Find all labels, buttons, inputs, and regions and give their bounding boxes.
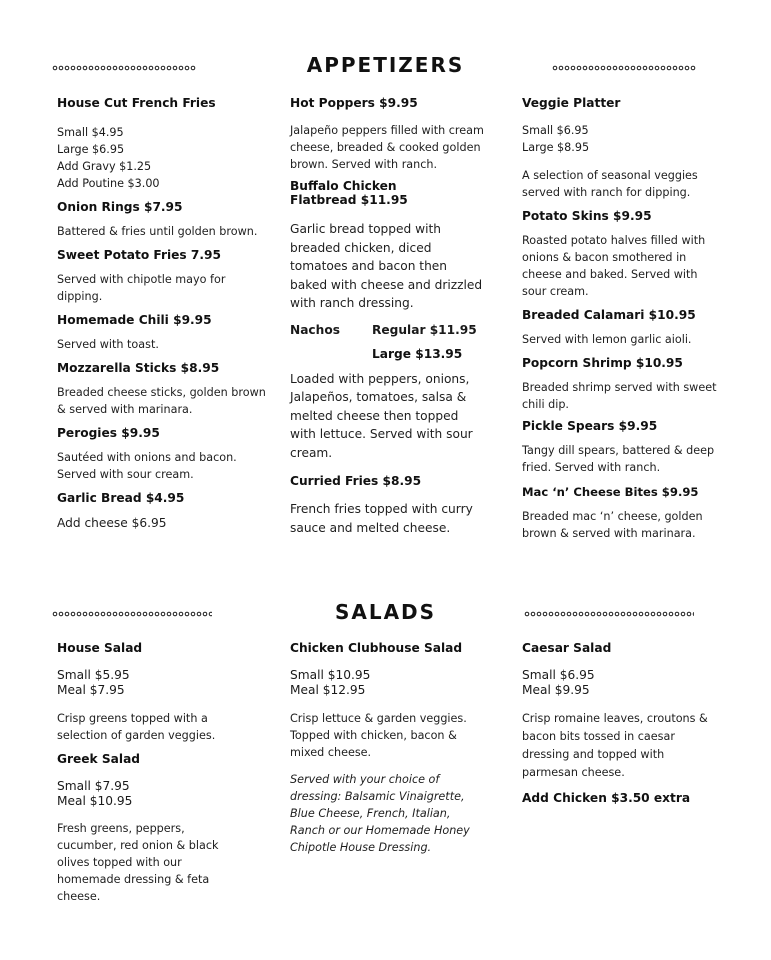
menu-item-description: Fresh greens, peppers, cucumber, red onion & black olives topped with our homemade dressing & feta cheese. — [57, 822, 219, 903]
menu-item-description: Sautéed with onions and bacon. Served with sour cream. — [57, 451, 237, 481]
menu-item-description: Breaded cheese sticks, golden brown & served with marinara. — [57, 386, 266, 416]
appetizers-column-2 — [290, 96, 485, 537]
menu-item-description: Crisp greens topped with a selection of garden veggies. — [57, 712, 216, 742]
price-large: Large $13.95 — [372, 346, 463, 361]
menu-item-title: Mac ‘n’ Cheese Bites $9.95 — [522, 485, 699, 499]
menu-item-description: Battered & fries until golden brown. — [57, 225, 258, 238]
menu-item-title: Chicken Clubhouse Salad — [290, 641, 463, 655]
menu-item-description: A selection of seasonal veggies served with ranch for dipping. — [522, 169, 698, 199]
menu-item-title: Perogies $9.95 — [57, 426, 160, 440]
price-small: Small $10.95 — [290, 668, 371, 682]
menu-item-title: House Salad — [57, 641, 143, 655]
menu-item-description: Tangy dill spears, battered & deep fried. Served with ranch. — [522, 444, 715, 474]
menu-item-title: Sweet Potato Fries 7.95 — [57, 248, 222, 262]
menu-item-title: Breaded Calamari $10.95 — [522, 308, 696, 322]
menu-item-description: Roasted potato halves filled with onions & bacon smothered in cheese and baked. Served with sour cream. — [522, 234, 706, 298]
menu-item-description: Served with lemon garlic aioli. — [522, 333, 692, 346]
price-line: Add Poutine $3.00 — [57, 177, 160, 190]
price-meal: Meal $12.95 — [290, 683, 366, 697]
menu-item-description: Jalapeño peppers filled with cream cheese, breaded & cooked golden brown. Served with ranch. — [290, 124, 484, 171]
appetizers-column-3 — [522, 96, 722, 542]
menu-item-description: Garlic bread topped with breaded chicken, diced tomatoes and bacon then baked with cheese and drizzled with ranch dressing. — [290, 222, 483, 310]
menu-item-title: House Cut French Fries — [57, 96, 216, 110]
price-line: Large $8.95 — [522, 141, 590, 154]
menu-item-extra: Add cheese $6.95 — [57, 516, 167, 530]
menu-item-description: French fries topped with curry sauce and melted cheese. — [290, 502, 473, 535]
menu-item-title: Curried Fries $8.95 — [290, 474, 422, 488]
menu-item-description: Crisp lettuce & garden veggies. Topped with chicken, bacon & mixed cheese. — [290, 712, 467, 759]
salads-column-1 — [57, 641, 242, 905]
price-small: Small $5.95 — [57, 668, 130, 682]
ornament-divider-right — [524, 610, 694, 618]
nachos-row — [290, 323, 485, 337]
appetizers-column-1 — [57, 96, 272, 533]
menu-item-description: Breaded mac ‘n’ cheese, golden brown & served with marinara. — [522, 510, 703, 540]
price-meal: Meal $10.95 — [57, 794, 133, 808]
menu-item-title: Onion Rings $7.95 — [57, 200, 183, 214]
menu-item-title: Veggie Platter — [522, 96, 621, 110]
menu-item-title: Buffalo Chicken Flatbread $11.95 — [290, 179, 408, 207]
menu-item-description: Served with toast. — [57, 338, 159, 351]
price-line: Small $4.95 — [57, 126, 124, 139]
menu-item-title: Homemade Chili $9.95 — [57, 313, 212, 327]
price-regular: Regular $11.95 — [372, 322, 477, 337]
menu-item-title: Mozzarella Sticks $8.95 — [57, 361, 220, 375]
price-line: Small $6.95 — [522, 124, 589, 137]
menu-item-title: Popcorn Shrimp $10.95 — [522, 356, 683, 370]
menu-item-title: Pickle Spears $9.95 — [522, 419, 658, 433]
add-chicken-note: Add Chicken $3.50 extra — [522, 791, 691, 805]
salads-column-3 — [522, 641, 717, 805]
menu-item-title: Caesar Salad — [522, 641, 612, 655]
ornament-divider-right — [552, 64, 696, 72]
price-line: Add Gravy $1.25 — [57, 160, 152, 173]
menu-item-description: Served with chipotle mayo for dipping. — [57, 273, 226, 303]
salads-heading: SALADS — [334, 600, 437, 624]
price-line: Large $6.95 — [57, 143, 125, 156]
menu-item-title: Hot Poppers $9.95 — [290, 96, 418, 110]
menu-item-description: Loaded with peppers, onions, Jalapeños, tomatoes, salsa & melted cheese then topped with lettuce. Served with sour cream. — [290, 371, 473, 460]
menu-item-title: Garlic Bread $4.95 — [57, 491, 185, 505]
menu-item-description: Breaded shrimp served with sweet chili dip. — [522, 381, 717, 411]
menu-item-description: Crisp romaine leaves, croutons & bacon bits tossed in caesar dressing and topped with parmesan cheese. — [522, 712, 708, 779]
menu-item-title: Greek Salad — [57, 752, 141, 766]
salads-column-2 — [290, 641, 475, 856]
dressing-note: Served with your choice of dressing: Balsamic Vinaigrette, Blue Cheese, French, Italian, Ranch or our Homemade Honey Chipotle House Dressing. — [290, 773, 470, 854]
menu-item-title: Nachos — [290, 322, 340, 337]
price-small: Small $7.95 — [57, 779, 130, 793]
price-small: Small $6.95 — [522, 668, 595, 682]
price-meal: Meal $7.95 — [57, 683, 125, 697]
price-meal: Meal $9.95 — [522, 683, 590, 697]
menu-item-title: Potato Skins $9.95 — [522, 209, 652, 223]
appetizers-heading: APPETIZERS — [306, 53, 465, 77]
